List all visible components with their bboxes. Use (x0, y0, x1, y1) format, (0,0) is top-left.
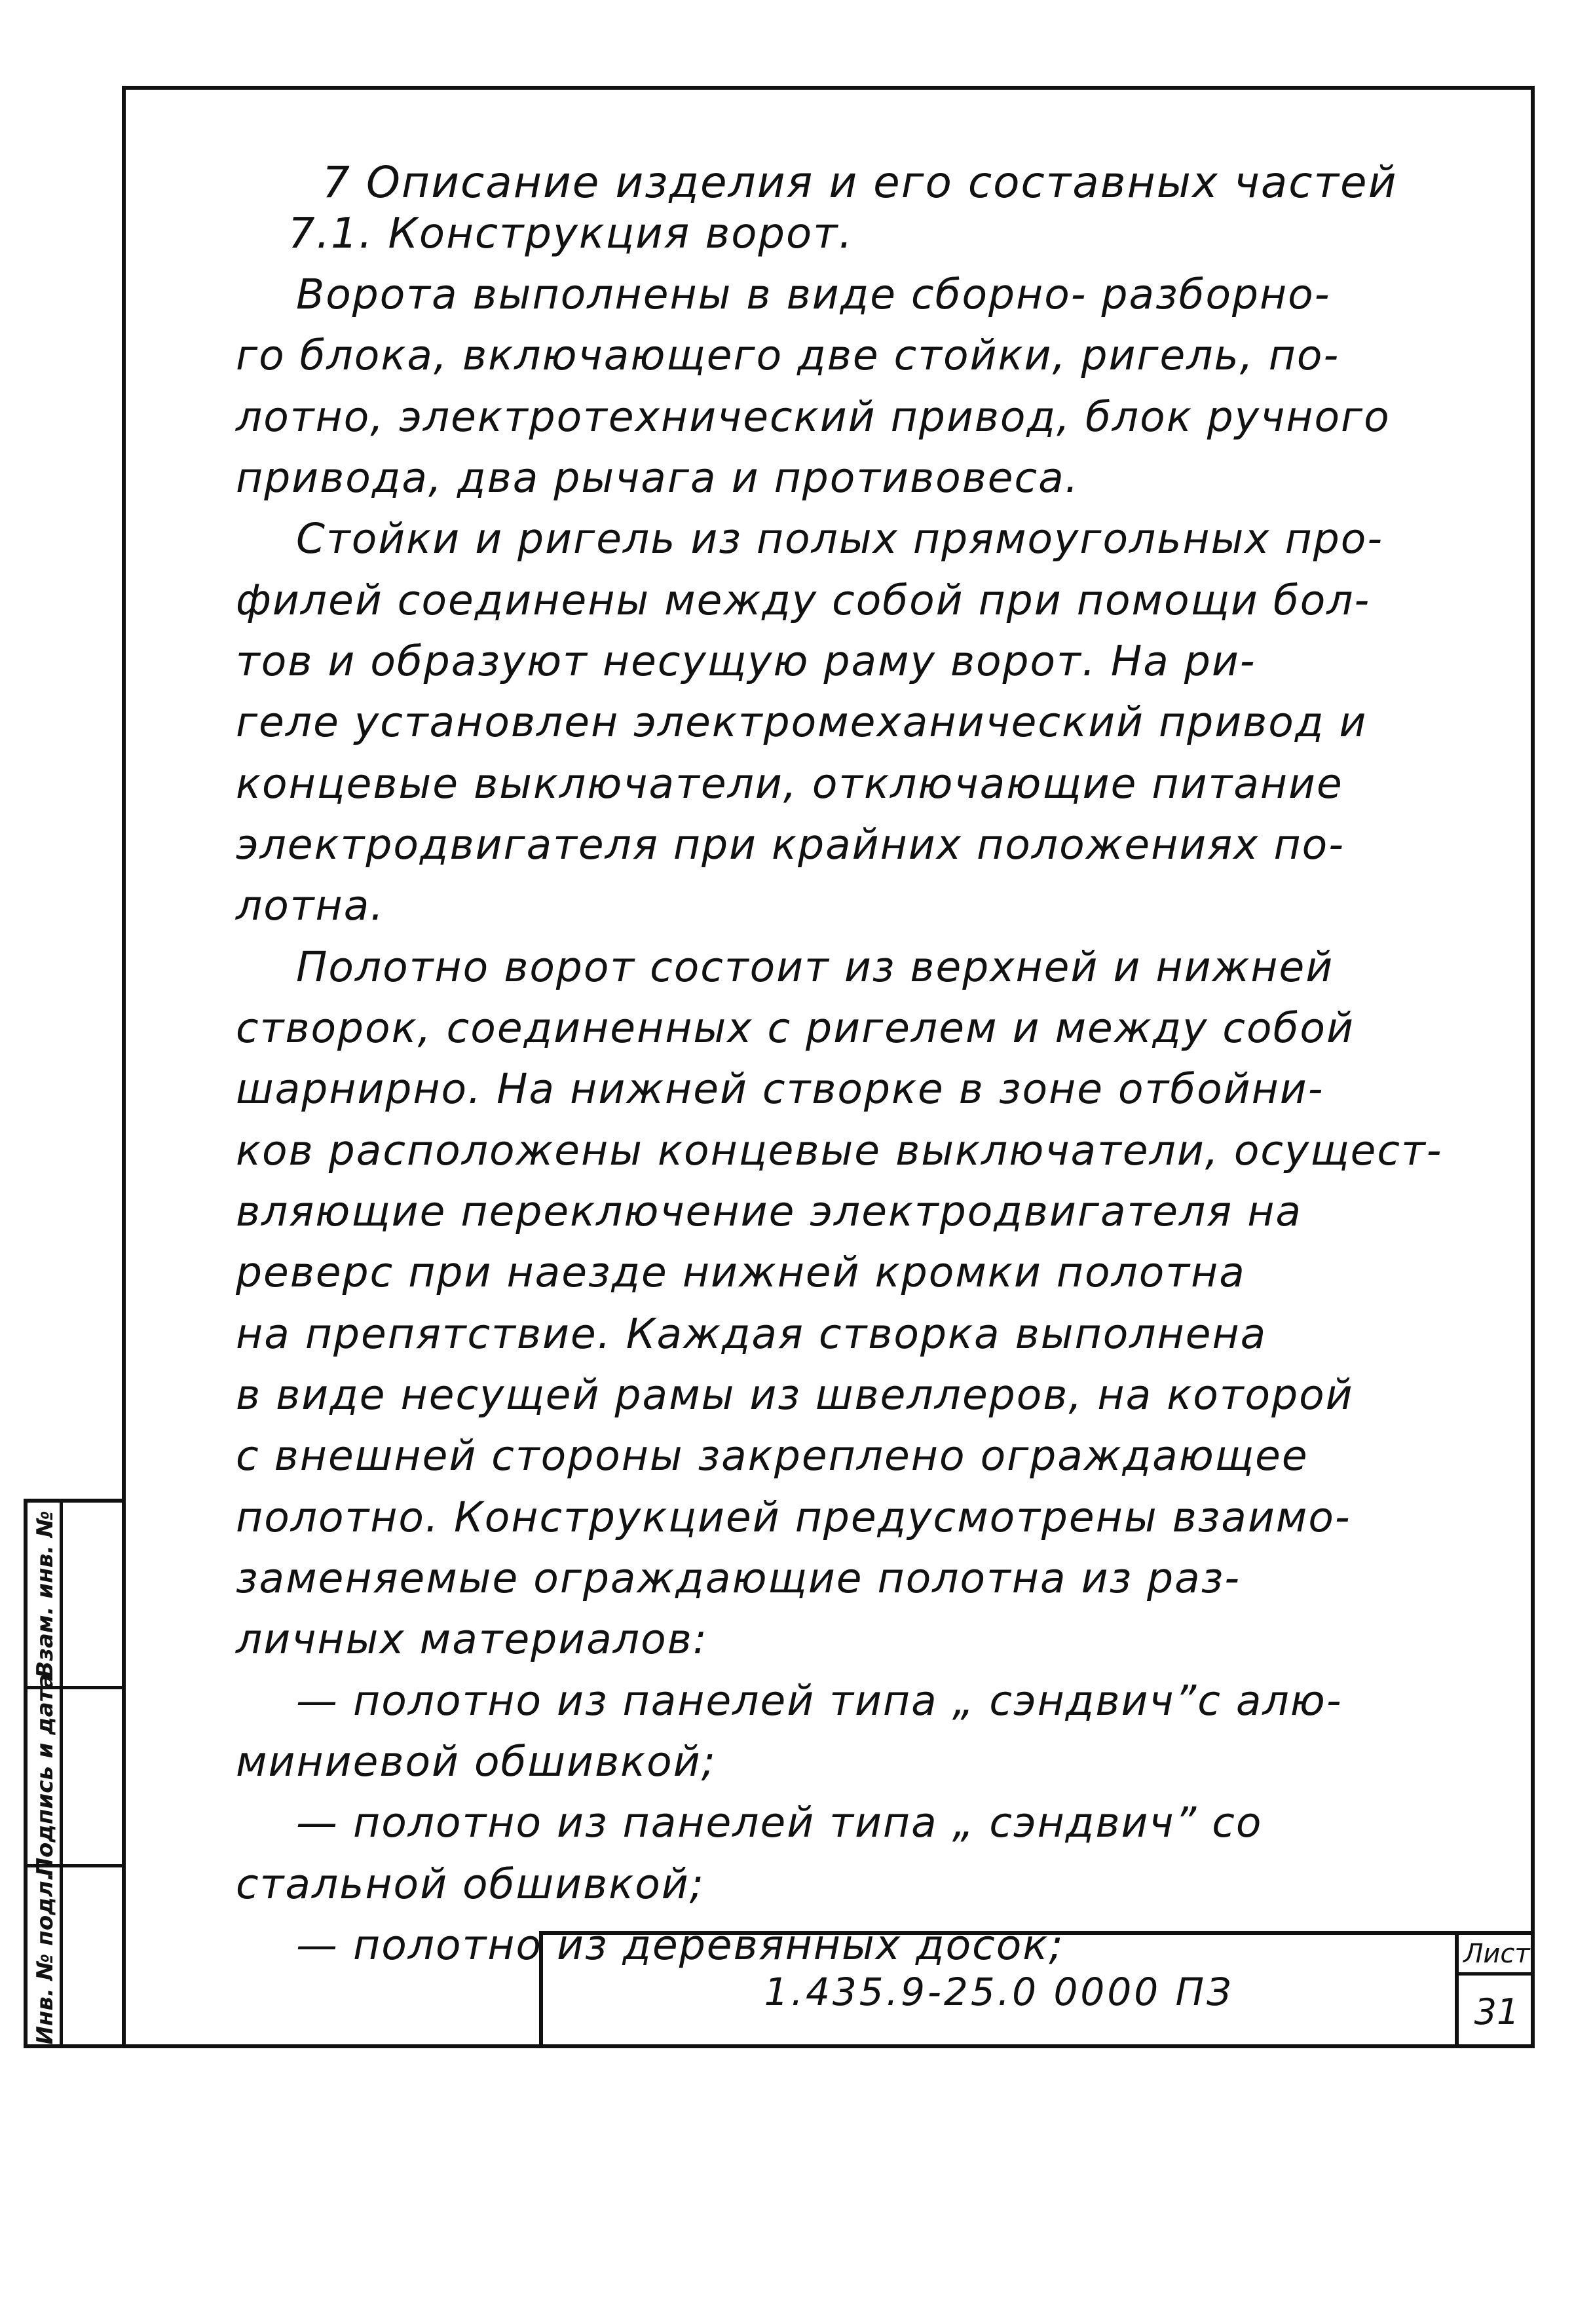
text-line: лотно, электротехнический привод, блок ручного (236, 393, 1391, 441)
text-line: геле установлен электромеханический привод и (236, 698, 1368, 746)
text-line: стальной обшивкой; (236, 1860, 705, 1908)
text-line: — полотно из панелей типа „ сэндвич”с алю- (296, 1677, 1343, 1725)
text-line: полотно. Конструкцией предусмотрены взаимо- (236, 1493, 1351, 1541)
text-line: реверс при наезде нижней кромки полотна (236, 1248, 1246, 1296)
text-line: тов и образуют несущую раму ворот. На ри- (236, 637, 1256, 685)
text-line: Ворота выполнены в виде сборно- разборно- (296, 271, 1331, 318)
text-line: — полотно из панелей типа „ сэндвич” со (296, 1799, 1263, 1846)
text-line: го блока, включающего две стойки, ригель, по- (236, 331, 1340, 379)
text-line: концевые выключатели, отключающие питание (236, 760, 1343, 808)
subsection-heading: 7.1. Конструкция ворот. (288, 210, 853, 258)
text-line: электродвигателя при крайних положениях по- (236, 821, 1345, 869)
text-line: филей соединены между собой при помощи бол- (236, 576, 1371, 624)
text-line: шарнирно. На нижней створке в зоне отбойни- (236, 1065, 1324, 1113)
text-line: створок, соединенных с ригелем и между собой (236, 1004, 1355, 1052)
side-strip (24, 1499, 122, 2048)
text-line: заменяемые ограждающие полотна из раз- (236, 1554, 1241, 1602)
text-line: личных материалов: (236, 1615, 708, 1663)
title-block (539, 1931, 1535, 2048)
text-line: привода, два рычага и противовеса. (236, 454, 1079, 502)
document-code: 1.435.9-25.0 0000 ПЗ (764, 1969, 1234, 2014)
text-line: ков расположены концевые выключатели, осущест- (236, 1127, 1443, 1174)
side-label-replacement-inv: Взам. инв. № (32, 1510, 58, 1678)
text-line: вляющие переключение электродвигателя на (236, 1188, 1303, 1235)
section-heading: 7 Описание изделия и его составных частей (322, 157, 1398, 208)
sheet-number: 31 (1474, 1991, 1520, 2033)
side-label-inv-no: Инв. № подл. (32, 1872, 58, 2045)
text-line: лотна. (236, 882, 385, 929)
sheet-label: Лист (1459, 1935, 1535, 1976)
text-line: миниевой обшивкой; (236, 1738, 717, 1786)
text-line: с внешней стороны закреплено ограждающее (236, 1432, 1309, 1480)
side-label-signature-date: Подпись и дата (32, 1674, 58, 1877)
sheet-cell (1455, 1935, 1535, 2048)
text-line: Стойки и ригель из полых прямоугольных про- (296, 515, 1384, 563)
text-line: Полотно ворот состоит из верхней и нижней (296, 943, 1334, 991)
text-line: на препятствие. Каждая створка выполнена (236, 1310, 1267, 1358)
text-line: — полотно из деревянных досок; (296, 1921, 1064, 1969)
text-line: в виде несущей рамы из швеллеров, на которой (236, 1371, 1354, 1419)
